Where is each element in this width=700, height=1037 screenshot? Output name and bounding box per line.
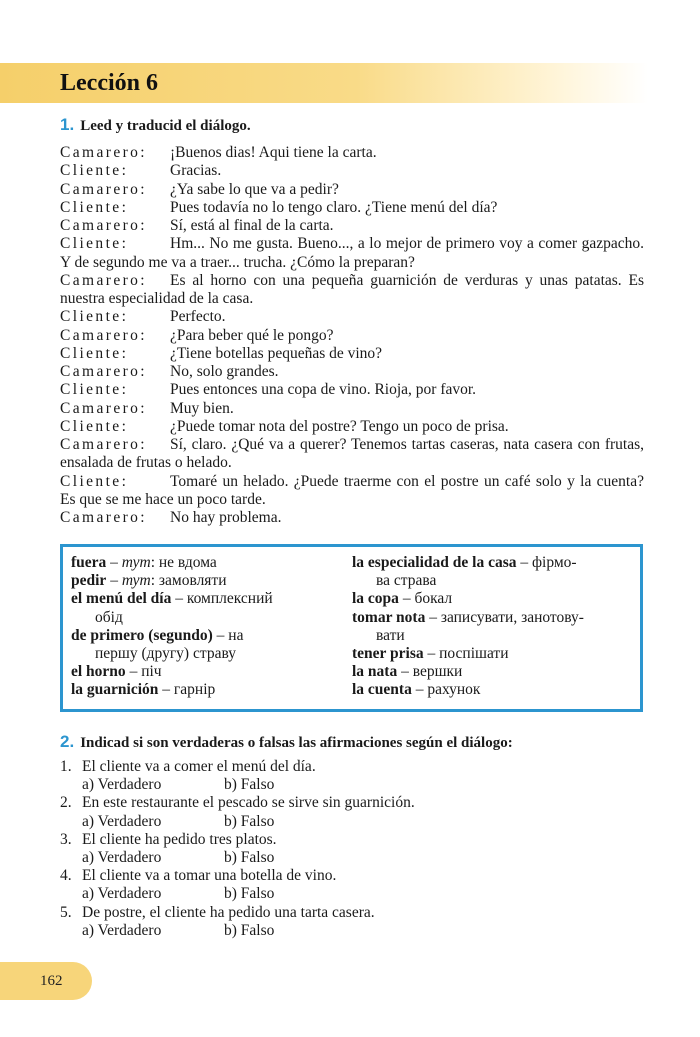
task-2-heading — [60, 733, 513, 752]
dialogue-line — [60, 418, 644, 436]
page-number: 162 — [40, 973, 63, 989]
question-number: 1. — [60, 758, 72, 775]
vocab-dash: – — [171, 590, 187, 608]
vocab-definition-continued: ва страва — [376, 572, 437, 590]
question-item — [60, 831, 644, 867]
vocab-definition: вершки — [412, 663, 463, 681]
question-statement — [60, 831, 644, 849]
vocab-entry — [352, 554, 632, 572]
speaker: Cliente: — [60, 162, 129, 180]
utterance: ¡Buenos dias! Aqui tiene la carta. — [170, 144, 377, 161]
vocab-term: la guarnición — [71, 681, 159, 699]
utterance: Pues entonces una copa de vino. Rioja, por favor. — [170, 381, 477, 399]
utterance: Tomaré un helado. ¿Puede traerme con el postre un café solo y la cuenta? Es que se me hace un poco tarde. — [60, 472, 644, 508]
question-statement — [60, 758, 644, 776]
option-true: a) Verdadero — [82, 849, 162, 867]
vocabulary-box — [60, 544, 643, 712]
task-1-number: 1. — [60, 115, 75, 134]
option-false: b) Falso — [224, 776, 275, 794]
vocab-colon: : — [150, 554, 159, 571]
dialogue-line — [60, 217, 644, 235]
vocab-entry — [352, 609, 632, 627]
vocab-definition-continued: обід — [95, 608, 123, 626]
utterance: Gracias. — [170, 162, 222, 180]
dialogue-line — [60, 509, 644, 527]
vocab-dash: – — [516, 554, 532, 571]
vocab-definition: бокал — [414, 590, 453, 608]
vocab-definition-continued: першу (другу) страву — [95, 645, 236, 663]
question-number: 5. — [60, 903, 72, 921]
question-options — [60, 849, 644, 867]
vocab-dash: – — [398, 590, 415, 608]
option-false: b) Falso — [224, 812, 275, 830]
vocab-term: pedir — [71, 572, 107, 590]
vocab-definition: піч — [141, 663, 162, 681]
utterance: ¿Puede tomar nota del postre? Tengo un poco de prisa. — [170, 417, 509, 435]
option-false: b) Falso — [224, 921, 275, 939]
speaker: Camarero: — [60, 144, 148, 161]
question-options — [60, 813, 644, 831]
utterance: Es al horno con una pequeña guarnición de verduras y unas patatas. Es nuestra especialidad de la casa. — [60, 271, 644, 307]
vocab-entry — [352, 590, 632, 608]
page-number-tab — [0, 962, 92, 1000]
vocab-dash: – — [106, 572, 122, 590]
dialogue-line — [60, 235, 644, 272]
vocabulary-left-column — [71, 554, 333, 700]
utterance: Sí, claro. ¿Qué va a querer? Tenemos tartas caseras, nata casera con frutas, ensalada de frutas o helado. — [60, 436, 644, 472]
vocab-definition: поспішати — [439, 645, 509, 663]
dialogue-line — [60, 181, 644, 199]
dialogue-line — [60, 473, 644, 510]
vocab-entry — [71, 554, 333, 572]
speaker: Cliente: — [60, 198, 129, 216]
question-item — [60, 794, 644, 830]
vocab-term: el menú del día — [71, 590, 172, 608]
option-true: a) Verdadero — [82, 812, 162, 830]
vocab-dash: – — [425, 608, 441, 626]
option-true: a) Verdadero — [82, 885, 162, 903]
question-statement — [60, 794, 644, 812]
speaker: Cliente: — [60, 417, 129, 435]
lesson-title: Lección 6 — [60, 70, 158, 96]
question-statement — [60, 904, 644, 922]
dialogue-line — [60, 162, 644, 180]
speaker: Camarero: — [60, 180, 148, 198]
utterance: Perfecto. — [170, 308, 226, 326]
task-2-instruction: Indicad si son verdaderas o falsas las afirmaciones según el diálogo: — [80, 735, 513, 751]
vocab-definition: замовляти — [158, 572, 227, 590]
utterance: ¿Para beber qué le pongo? — [170, 326, 334, 344]
speaker: Camarero: — [60, 363, 148, 380]
utterance: Pues todavía no lo tengo claro. ¿Tiene menú del día? — [170, 198, 498, 216]
vocab-dash: – — [158, 681, 174, 699]
speaker: Cliente: — [60, 472, 129, 490]
vocab-colon: : — [150, 572, 159, 590]
vocab-definition: рахунок — [427, 681, 481, 699]
question-options — [60, 776, 644, 794]
vocab-entry — [71, 627, 333, 645]
question-number: 2. — [60, 794, 72, 812]
vocabulary-right-column — [352, 554, 632, 700]
vocab-definition: не вдома — [158, 554, 217, 571]
speaker: Camarero: — [60, 326, 148, 344]
vocab-entry — [352, 645, 632, 663]
vocab-term: la cuenta — [352, 681, 412, 699]
vocab-definition: записувати, занотову- — [440, 608, 584, 626]
vocab-definition-continued: вати — [376, 626, 405, 644]
vocab-dash: – — [125, 663, 142, 681]
utterance: Hm... No me gusta. Bueno..., a lo mejor de primero voy a comer gazpacho. Y de segundo me va a traer... trucha. ¿Cómo la preparan? — [60, 235, 644, 271]
vocab-entry — [71, 590, 333, 608]
question-item — [60, 758, 644, 794]
question-options — [60, 922, 644, 940]
task-2-number: 2. — [60, 732, 75, 751]
question-text: El cliente ha pedido tres platos. — [82, 830, 277, 848]
speaker: Cliente: — [60, 308, 129, 326]
utterance: ¿Tiene botellas pequeñas de vino? — [170, 344, 383, 362]
utterance: ¿Ya sabe lo que va a pedir? — [170, 180, 339, 198]
question-item — [60, 867, 644, 903]
vocab-dash: – — [411, 681, 428, 699]
speaker: Cliente: — [60, 235, 129, 253]
vocab-term: de primero (segundo) — [71, 626, 213, 644]
question-options — [60, 885, 644, 903]
speaker: Camarero: — [60, 217, 148, 234]
dialogue-line — [60, 327, 644, 345]
vocab-term: la copa — [352, 590, 399, 608]
dialogue — [60, 144, 644, 527]
vocab-dash: – — [397, 663, 413, 681]
question-number: 4. — [60, 867, 72, 885]
vocab-definition: на — [228, 626, 244, 644]
utterance: Muy bien. — [170, 399, 234, 417]
question-text: De postre, el cliente ha pedido una tarta casera. — [82, 903, 375, 921]
vocab-dash: – — [212, 626, 229, 644]
speaker: Cliente: — [60, 344, 129, 362]
option-false: b) Falso — [224, 885, 275, 903]
question-item — [60, 904, 644, 940]
vocab-term: la nata — [352, 663, 398, 681]
question-number: 3. — [60, 830, 72, 848]
vocab-entry — [71, 681, 333, 699]
utterance: Sí, está al final de la carta. — [170, 217, 334, 234]
vocab-term: la especialidad de la casa — [352, 554, 517, 571]
speaker: Camarero: — [60, 436, 148, 453]
vocab-label: тут — [121, 572, 151, 590]
dialogue-line — [60, 381, 644, 399]
task-1-heading — [60, 116, 251, 135]
utterance: No, solo grandes. — [170, 363, 279, 380]
vocab-dash: – — [106, 554, 122, 571]
question-text: El cliente va a comer el menú del día. — [82, 758, 316, 775]
utterance: No hay problema. — [170, 509, 282, 526]
option-false: b) Falso — [224, 849, 275, 867]
vocab-entry — [71, 663, 333, 681]
speaker: Camarero: — [60, 271, 148, 289]
dialogue-line — [60, 345, 644, 363]
vocab-label: тут — [121, 554, 151, 571]
speaker: Camarero: — [60, 399, 148, 417]
vocab-term: el horno — [71, 663, 126, 681]
vocab-definition: комплексний — [186, 590, 273, 608]
question-list — [60, 758, 644, 940]
dialogue-line — [60, 199, 644, 217]
question-text: En este restaurante el pescado se sirve sin guarnición. — [82, 794, 415, 812]
dialogue-line — [60, 436, 644, 473]
vocab-entry — [352, 663, 632, 681]
vocab-term: fuera — [71, 554, 107, 571]
vocab-term: tener prisa — [352, 645, 424, 663]
dialogue-line — [60, 363, 644, 381]
option-true: a) Verdadero — [82, 776, 162, 794]
speaker: Cliente: — [60, 381, 129, 399]
vocab-definition: гарнір — [173, 681, 216, 699]
vocab-dash: – — [423, 645, 440, 663]
vocab-entry — [352, 681, 632, 699]
vocab-entry — [71, 572, 333, 590]
speaker: Camarero: — [60, 509, 148, 526]
dialogue-line — [60, 400, 644, 418]
vocab-term: tomar nota — [352, 608, 426, 626]
dialogue-line — [60, 308, 644, 326]
task-1-instruction: Leed y traducid el diálogo. — [80, 118, 251, 134]
dialogue-line — [60, 272, 644, 309]
vocab-definition: фірмо- — [531, 554, 577, 571]
question-statement — [60, 867, 644, 885]
question-text: El cliente va a tomar una botella de vino. — [82, 867, 337, 885]
dialogue-line — [60, 144, 644, 162]
option-true: a) Verdadero — [82, 921, 162, 939]
